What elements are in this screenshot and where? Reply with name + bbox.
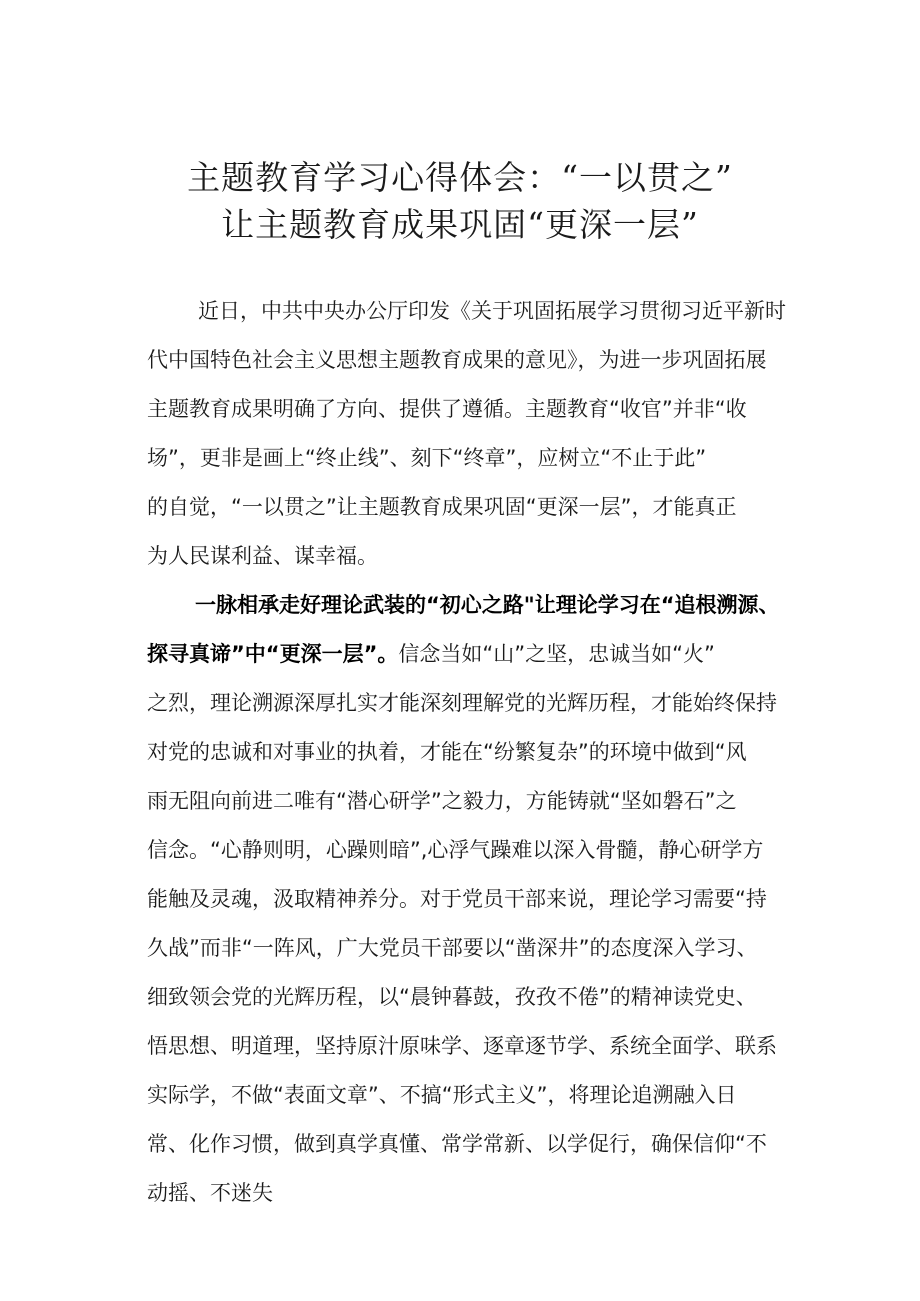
document-title-line-1: 主题教育学习心得体会：“一以贯之” <box>187 158 733 197</box>
paragraph-2-line: 雨无阻向前进二唯有“潜心研学”之毅力，方能铸就“坚如磐石”之 <box>147 789 737 813</box>
paragraph-1-line: 场”，更非是画上“终止线”、刻下“终章”，应树立“不止于此” <box>147 446 707 470</box>
paragraph-2-line-2-rest: 信念当如“山”之坚，忠诚当如“火” <box>398 642 715 666</box>
paragraph-1-line: 近日，中共中央办公厅印发《关于巩固拓展学习贯彻习近平新时 <box>198 299 786 323</box>
document-title-line-2: 让主题教育成果巩固“更深一层” <box>221 205 699 244</box>
paragraph-2-line: 实际学，不做“表面文章”、不搞“形式主义”，将理论追溯融入日 <box>147 1083 737 1107</box>
paragraph-1-line: 主题教育成果明确了方向、提供了遵循。主题教育“收官”并非“收 <box>147 397 747 421</box>
paragraph-2-line: 对党的忠诚和对事业的执着，才能在“纷繁复杂”的环境中做到“风 <box>147 740 747 764</box>
paragraph-2-line: 能触及灵魂，汲取精神养分。对于党员干部来说，理论学习需要“持 <box>147 887 767 911</box>
paragraph-2-line: 细致领会党的光辉历程，以“晨钟暮鼓，孜孜不倦”的精神读党史、 <box>147 985 757 1009</box>
paragraph-2-line: 悟思想、明道理，坚持原汁原味学、逐章逐节学、系统全面学、联系 <box>147 1034 777 1058</box>
paragraph-1-line: 代中国特色社会主义思想主题教育成果的意见》，为进一步巩固拓展 <box>147 348 767 372</box>
paragraph-2-line: 动摇、不迷失 <box>147 1181 273 1205</box>
paragraph-1-line: 的自觉，“一以贯之”让主题教育成果巩固“更深一层”，才能真正 <box>147 495 737 519</box>
paragraph-1-line: 为人民谋利益、谋幸福。 <box>147 544 378 568</box>
paragraph-2-heading-line-1: 一脉相承走好理论武装的“初心之路"让理论学习在“追根溯源、 <box>195 593 780 617</box>
paragraph-2-line: 信念。“心静则明，心躁则暗”,心浮气躁难以深入骨髓，静心研学方 <box>147 838 764 862</box>
paragraph-2-line-2 <box>147 638 827 668</box>
paragraph-2-heading-line-2: 探寻真谛”中“更深一层”。 <box>147 642 399 666</box>
paragraph-2-line: 常、化作习惯，做到真学真懂、常学常新、以学促行，确保信仰“不 <box>147 1132 767 1156</box>
paragraph-2-line: 久战”而非“一阵风，广大党员干部要以“凿深井”的态度深入学习、 <box>147 936 758 960</box>
paragraph-2-line: 之烈，理论溯源深厚扎实才能深刻理解党的光辉历程，才能始终保持 <box>147 691 777 715</box>
